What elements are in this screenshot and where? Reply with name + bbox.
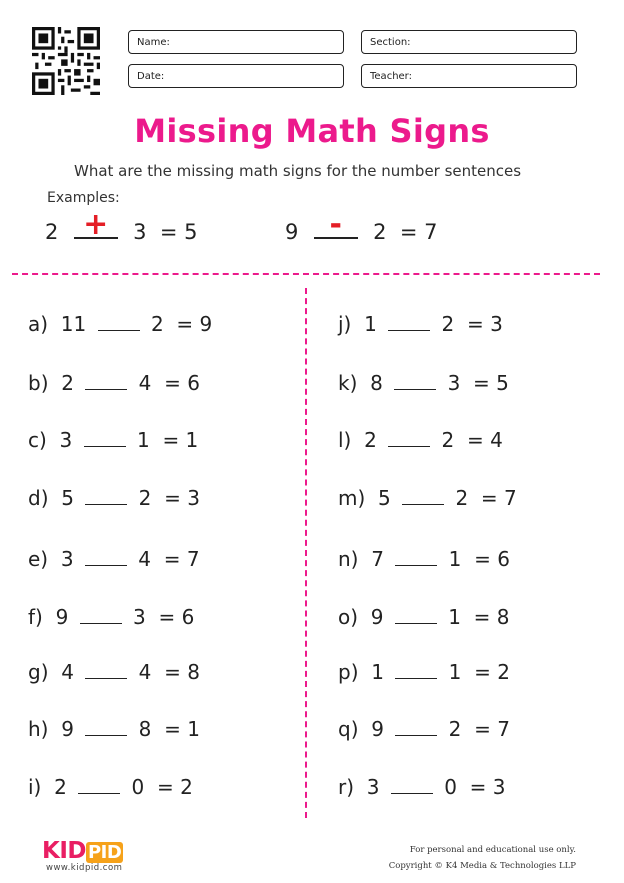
result: = 1 — [162, 428, 199, 452]
name-field[interactable]: Name: — [128, 30, 344, 54]
second-number: 1 — [136, 428, 150, 452]
result: = 6 — [474, 547, 510, 571]
second-number: 3 — [447, 371, 461, 395]
second-number: 0 — [444, 775, 457, 799]
example-blank — [74, 207, 118, 242]
second-number: 4 — [138, 371, 152, 395]
first-number: 2 — [364, 428, 377, 452]
second-number: 8 — [138, 717, 152, 741]
answer-blank[interactable] — [402, 488, 444, 505]
page-title: Missing Math Signs — [134, 112, 490, 150]
first-number: 2 — [54, 775, 67, 799]
problem-a — [28, 312, 212, 336]
example-result: = 5 — [159, 220, 198, 244]
first-number: 11 — [60, 312, 87, 336]
first-number: 9 — [370, 605, 384, 629]
first-number: 9 — [371, 717, 384, 741]
problem-label: n) — [338, 547, 359, 571]
first-number: 7 — [371, 547, 384, 571]
first-number: 1 — [371, 660, 384, 684]
problem-m — [338, 486, 517, 510]
section-field[interactable]: Section: — [361, 30, 577, 54]
result: = 2 — [474, 660, 510, 684]
answer-blank[interactable] — [395, 719, 437, 736]
problem-c — [28, 428, 198, 452]
problem-label: q) — [338, 717, 359, 741]
problem-label: e) — [28, 547, 49, 571]
result: = 6 — [164, 371, 200, 395]
first-number: 3 — [59, 428, 73, 452]
answer-blank[interactable] — [391, 777, 433, 794]
first-number: 4 — [61, 660, 74, 684]
first-number: 5 — [61, 486, 74, 510]
answer-blank[interactable] — [395, 607, 437, 624]
problem-label: o) — [338, 605, 359, 629]
minus-sign: - — [329, 207, 342, 242]
answer-blank[interactable] — [388, 314, 430, 331]
example-right: 3 — [133, 220, 147, 244]
website-url[interactable]: www.kidpid.com — [46, 863, 123, 873]
second-number: 3 — [133, 605, 146, 629]
answer-blank[interactable] — [98, 314, 140, 331]
problem-label: h) — [28, 717, 49, 741]
example-right: 2 — [373, 220, 387, 244]
plus-sign: + — [83, 207, 109, 242]
problem-label: l) — [338, 428, 352, 452]
second-number: 2 — [441, 312, 455, 336]
problem-r — [338, 775, 506, 799]
problem-label: g) — [28, 660, 49, 684]
result: = 6 — [158, 605, 195, 629]
first-number: 3 — [366, 775, 380, 799]
problem-h — [28, 717, 200, 741]
problem-label: k) — [338, 371, 358, 395]
result: = 1 — [164, 717, 200, 741]
answer-blank[interactable] — [395, 549, 437, 566]
problem-n — [338, 547, 510, 571]
problem-label: c) — [28, 428, 47, 452]
problem-o — [338, 605, 510, 629]
problem-b — [28, 371, 200, 395]
usage-note: For personal and educational use only. — [409, 845, 576, 855]
answer-blank[interactable] — [85, 549, 127, 566]
answer-blank[interactable] — [85, 488, 127, 505]
first-number: 8 — [370, 371, 383, 395]
examples-label: Examples: — [47, 190, 120, 206]
example-2 — [285, 207, 438, 244]
result: = 7 — [163, 547, 200, 571]
second-number: 4 — [138, 660, 152, 684]
answer-blank[interactable] — [85, 719, 127, 736]
problem-j — [338, 312, 503, 336]
problem-label: i) — [28, 775, 42, 799]
problem-l — [338, 428, 503, 452]
second-number: 0 — [131, 775, 145, 799]
answer-blank[interactable] — [85, 373, 127, 390]
first-number: 3 — [60, 547, 74, 571]
problem-label: j) — [338, 312, 352, 336]
second-number: 1 — [448, 660, 462, 684]
problem-i — [28, 775, 193, 799]
result: = 2 — [156, 775, 193, 799]
kidpid-logo: KID PID — [42, 838, 122, 864]
first-number: 2 — [61, 371, 74, 395]
teacher-field[interactable]: Teacher: — [361, 64, 577, 88]
result: = 4 — [466, 428, 503, 452]
result: = 8 — [164, 660, 200, 684]
second-number: 2 — [150, 312, 164, 336]
second-number: 2 — [138, 486, 152, 510]
first-number: 9 — [61, 717, 74, 741]
result: = 3 — [469, 775, 506, 799]
second-number: 1 — [448, 605, 461, 629]
result: = 7 — [480, 486, 517, 510]
problem-label: r) — [338, 775, 355, 799]
example-result: = 7 — [399, 220, 438, 244]
problem-q — [338, 717, 510, 741]
example-left: 9 — [285, 220, 299, 244]
result: = 5 — [473, 371, 509, 395]
first-number: 1 — [364, 312, 377, 336]
problem-label: m) — [338, 486, 366, 510]
problem-label: p) — [338, 660, 359, 684]
example-left: 2 — [45, 220, 59, 244]
result: = 9 — [176, 312, 213, 336]
copyright-note: Copyright © K4 Media & Technologies LLP — [388, 861, 576, 871]
result: = 7 — [474, 717, 510, 741]
answer-blank[interactable] — [395, 662, 437, 679]
second-number: 1 — [448, 547, 462, 571]
problem-e — [28, 547, 200, 571]
problem-label: b) — [28, 371, 49, 395]
result: = 8 — [473, 605, 510, 629]
problem-p — [338, 660, 510, 684]
instruction-text: What are the missing math signs for the number sentences — [74, 162, 522, 180]
answer-blank[interactable] — [84, 430, 126, 447]
answer-blank[interactable] — [80, 607, 122, 624]
vertical-divider — [305, 288, 307, 818]
date-field[interactable]: Date: — [128, 64, 344, 88]
answer-blank[interactable] — [394, 373, 436, 390]
second-number: 2 — [441, 428, 455, 452]
problem-label: a) — [28, 312, 49, 336]
problem-f — [28, 605, 194, 629]
answer-blank[interactable] — [85, 662, 127, 679]
example-blank — [314, 207, 358, 242]
qr-code-icon — [32, 27, 100, 95]
result: = 3 — [164, 486, 200, 510]
problem-d — [28, 486, 200, 510]
horizontal-divider — [12, 273, 600, 275]
answer-blank[interactable] — [78, 777, 120, 794]
problem-k — [338, 371, 509, 395]
second-number: 2 — [455, 486, 469, 510]
problem-label: f) — [28, 605, 43, 629]
problem-label: d) — [28, 486, 49, 510]
second-number: 2 — [448, 717, 462, 741]
first-number: 9 — [55, 605, 69, 629]
answer-blank[interactable] — [388, 430, 430, 447]
problem-g — [28, 660, 200, 684]
second-number: 4 — [138, 547, 152, 571]
example-1 — [45, 207, 198, 244]
first-number: 5 — [378, 486, 391, 510]
result: = 3 — [466, 312, 503, 336]
